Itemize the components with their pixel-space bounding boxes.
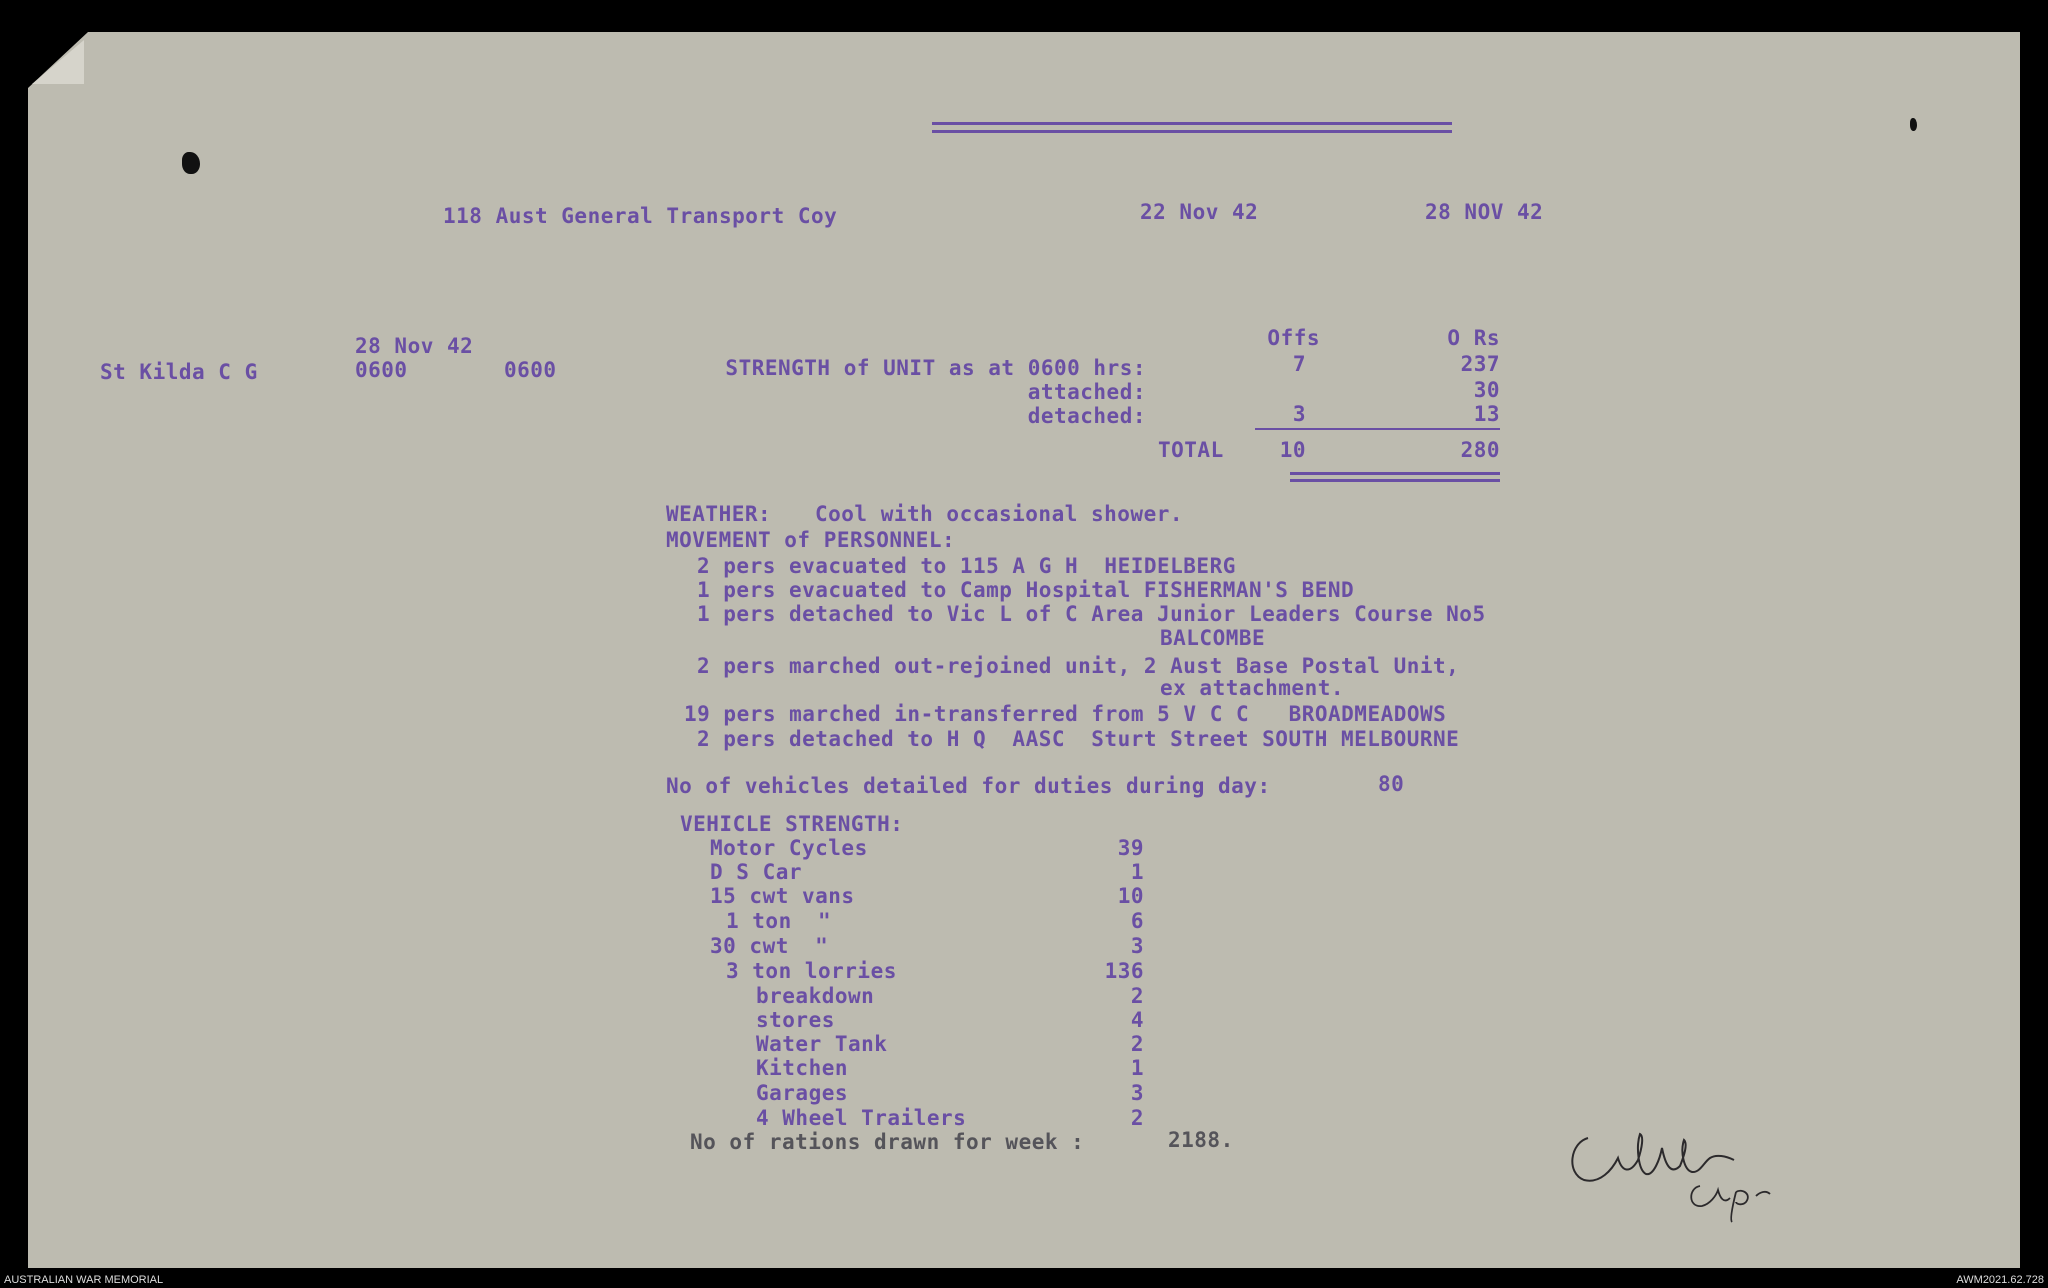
vehicle-item-count: 10 bbox=[1117, 884, 1144, 908]
header-double-rule-1 bbox=[932, 122, 1452, 125]
date-from: 22 Nov 42 bbox=[1140, 200, 1259, 224]
vehicle-item-name: Water Tank bbox=[756, 1032, 888, 1056]
movement-heading: MOVEMENT of PERSONNEL: bbox=[666, 528, 956, 552]
vehicle-item-name: Motor Cycles bbox=[710, 836, 868, 860]
vehicle-item-name: Garages bbox=[756, 1081, 849, 1105]
footer-credit: AUSTRALIAN WAR MEMORIAL bbox=[4, 1274, 164, 1286]
movement-line: 1 pers detached to Vic L of C Area Junior Leaders Course No5 bbox=[697, 602, 1486, 626]
vehicle-item-name: 4 Wheel Trailers bbox=[756, 1106, 967, 1130]
unit-title: 118 Aust General Transport Coy bbox=[443, 204, 838, 228]
total-ors: 280 bbox=[1460, 438, 1500, 462]
offs-header: Offs bbox=[1267, 326, 1320, 350]
strength-row-label: attached: bbox=[1027, 380, 1146, 404]
vehicle-item-name: breakdown bbox=[756, 984, 875, 1008]
vehicle-item-count: 3 bbox=[1130, 934, 1144, 958]
weather-label: WEATHER: bbox=[666, 502, 772, 526]
ors-header: O Rs bbox=[1447, 326, 1500, 350]
vehicle-item-count: 1 bbox=[1130, 1056, 1144, 1080]
total-double-rule-2 bbox=[1290, 479, 1500, 482]
movement-line: 2 pers detached to H Q AASC Sturt Street SOUTH MELBOURNE bbox=[697, 727, 1460, 751]
movement-line: ex attachment. bbox=[1160, 676, 1345, 700]
vehicle-item-count: 2 bbox=[1130, 1032, 1144, 1056]
vehicle-item-count: 1 bbox=[1130, 860, 1144, 884]
strength-row-ors: 237 bbox=[1460, 352, 1500, 376]
document-page bbox=[28, 32, 2020, 1268]
vehicle-item-name: Kitchen bbox=[756, 1056, 849, 1080]
total-offs: 10 bbox=[1279, 438, 1306, 462]
strength-row-offs: 7 bbox=[1292, 352, 1306, 376]
strength-row-label: STRENGTH of UNIT as at 0600 hrs: bbox=[725, 356, 1146, 380]
entry-time: 0600 bbox=[355, 358, 408, 382]
signature bbox=[1560, 1118, 1860, 1228]
strength-row-ors: 30 bbox=[1473, 378, 1500, 402]
vehicle-item-name: D S Car bbox=[710, 860, 803, 884]
weather-value: Cool with occasional shower. bbox=[815, 502, 1184, 526]
punch-hole-left bbox=[182, 152, 200, 174]
vehicle-item-count: 136 bbox=[1104, 959, 1144, 983]
vehicle-item-count: 4 bbox=[1130, 1008, 1144, 1032]
vehicle-strength-heading: VEHICLE STRENGTH: bbox=[680, 812, 904, 836]
total-double-rule-1 bbox=[1290, 472, 1500, 475]
movement-line: 1 pers evacuated to Camp Hospital FISHERMAN'S BEND bbox=[697, 578, 1355, 602]
vehicle-item-count: 2 bbox=[1130, 984, 1144, 1008]
header-double-rule-2 bbox=[932, 130, 1452, 133]
rations-value: 2188. bbox=[1168, 1128, 1234, 1152]
strength-row-label: detached: bbox=[1027, 404, 1146, 428]
vehicle-item-name: 1 ton " bbox=[726, 909, 832, 933]
vehicle-item-count: 2 bbox=[1130, 1106, 1144, 1130]
vehicle-item-name: 3 ton lorries bbox=[726, 959, 897, 983]
vehicle-item-name: 30 cwt " bbox=[710, 934, 829, 958]
vehicle-item-count: 3 bbox=[1130, 1081, 1144, 1105]
total-label: TOTAL bbox=[1158, 438, 1224, 462]
movement-line: 19 pers marched in-transferred from 5 V C C BROADMEADOWS bbox=[684, 702, 1447, 726]
rations-label: No of rations drawn for week : bbox=[690, 1130, 1085, 1154]
vehicle-item-count: 6 bbox=[1130, 909, 1144, 933]
movement-line: 2 pers marched out-rejoined unit, 2 Aust Base Postal Unit, bbox=[697, 654, 1460, 678]
entry-place: St Kilda C G bbox=[100, 360, 258, 384]
entry-time-2: 0600 bbox=[504, 358, 557, 382]
movement-line: 2 pers evacuated to 115 A G H HEIDELBERG bbox=[697, 554, 1236, 578]
entry-date: 28 Nov 42 bbox=[355, 334, 474, 358]
footer-accession: AWM2021.62.728 bbox=[1956, 1274, 2044, 1286]
strength-row-ors: 13 bbox=[1473, 402, 1500, 426]
total-rule bbox=[1255, 428, 1500, 430]
vehicle-item-count: 39 bbox=[1117, 836, 1144, 860]
vehicle-item-name: stores bbox=[756, 1008, 835, 1032]
vehicles-detailed-value: 80 bbox=[1378, 772, 1405, 796]
date-to: 28 NOV 42 bbox=[1425, 200, 1544, 224]
vehicle-item-name: 15 cwt vans bbox=[710, 884, 855, 908]
strength-row-offs: 3 bbox=[1292, 402, 1306, 426]
movement-line: BALCOMBE bbox=[1160, 626, 1266, 650]
punch-hole-right bbox=[1910, 118, 1917, 131]
vehicles-detailed-label: No of vehicles detailed for duties during day: bbox=[666, 774, 1271, 798]
